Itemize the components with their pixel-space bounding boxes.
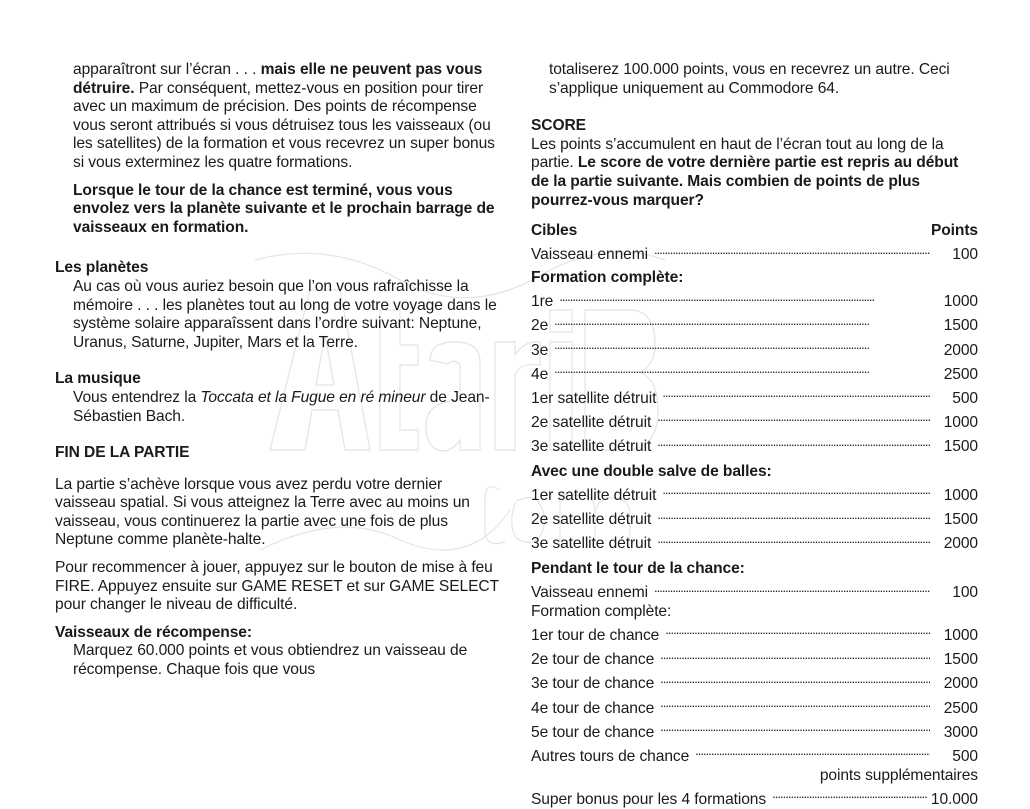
- score-row: [531, 742, 978, 766]
- row-value: 100: [952, 246, 978, 264]
- score-row: [531, 336, 978, 360]
- score-row: [531, 241, 978, 265]
- planets-heading: Les planètes: [55, 259, 149, 277]
- dot-leader: [660, 718, 930, 737]
- row-label: 2e satellite détruit: [531, 414, 652, 432]
- intro-text-cont: Par conséquent, mettez-vous en position pour tirer avec un maximum de précision. Des points de récompense vous seront attribués si vous détruisez tous les vaisseaux (ou les satellites) de la formation et vous recevrez un super bonus si vous exterminez les quatre formations.: [73, 79, 495, 171]
- music-body: [55, 389, 505, 426]
- score-row: [531, 506, 978, 530]
- row-label: 3e satellite détruit: [531, 535, 652, 553]
- reward-ships-heading: Vaisseaux de récompense:: [55, 623, 252, 641]
- row-label: 3e: [531, 341, 549, 359]
- score-heading: SCORE: [531, 117, 586, 135]
- score-row: [531, 408, 978, 432]
- row-label: 2e satellite détruit: [531, 511, 652, 529]
- bonus-formation-label: Formation complète:: [531, 602, 672, 620]
- dot-leader: [657, 408, 930, 427]
- row-label: Super bonus pour les 4 formations: [531, 790, 767, 808]
- score-row: [531, 530, 978, 554]
- dot-leader: [662, 481, 930, 500]
- dot-leader: [772, 785, 927, 804]
- row-value: 1500: [943, 317, 978, 335]
- row-label: 4e tour de chance: [531, 699, 655, 717]
- planets-body: Au cas où vous auriez besoin que l’on vous rafraîchisse la mémoire . . . les planètes tout au long de votre voyage dans le système solaire apparaîssent dans l’ordre suivant: Neptune, Uranus, Saturne, Jupiter, Mars et la Terre.: [73, 277, 497, 351]
- score-row: [531, 621, 978, 645]
- dot-leader: [660, 646, 930, 665]
- col-targets-header: Cibles: [531, 222, 578, 240]
- row-value: 10.000: [930, 790, 978, 808]
- score-row: [531, 646, 978, 670]
- extra-points-note: points supplémentaires: [819, 766, 978, 784]
- row-label: 1re: [531, 293, 554, 311]
- dot-leader: [660, 694, 930, 713]
- intro-paragraph: [55, 61, 505, 173]
- row-label: 3e satellite détruit: [531, 438, 652, 456]
- reward-ships-body: Marquez 60.000 points et vous obtiendrez un vaisseau de récompense. Chaque fois que vous: [73, 642, 468, 679]
- score-row: [531, 670, 978, 694]
- row-value: 3000: [943, 723, 978, 741]
- col-points-header: Points: [930, 222, 978, 240]
- row-value: 1000: [943, 293, 978, 311]
- score-row: [531, 433, 978, 457]
- row-label: 5e tour de chance: [531, 723, 655, 741]
- score-row: [531, 694, 978, 718]
- row-label: 2e: [531, 317, 549, 335]
- dot-leader: [559, 288, 930, 307]
- double-salvo-heading: Avec une double salve de balles:: [531, 462, 772, 480]
- row-value: 1000: [943, 414, 978, 432]
- score-intro-text: Les points s’accumulent en haut de l’écran tout au long de la partie.: [531, 135, 944, 172]
- planets-section: [55, 259, 505, 352]
- music-body-suffix: de Jean-Sébastien Bach.: [73, 388, 490, 425]
- score-row: [531, 360, 978, 384]
- music-section: [55, 370, 505, 426]
- row-value: 2500: [943, 365, 978, 383]
- score-row: [531, 384, 978, 408]
- reward-ships-continued: totaliserez 100.000 points, vous en recevrez un autre. Ceci s’applique uniquement au Commodore 64.: [549, 61, 950, 97]
- row-value: 500: [952, 389, 978, 407]
- formation-heading: Formation complète:: [531, 268, 684, 286]
- score-row: [531, 579, 978, 603]
- score-intro-bold: Le score de votre dernière partie est repris au début de la partie suivante. Mais combien de points de plus pourrez-vous marquer?: [531, 154, 959, 209]
- dot-leader: [695, 742, 930, 761]
- row-label: 1er satellite détruit: [531, 487, 657, 505]
- row-label: 1er satellite détruit: [531, 389, 657, 407]
- row-value: 100: [952, 584, 978, 602]
- score-section: [531, 117, 978, 210]
- row-label: 1er tour de chance: [531, 626, 660, 644]
- score-table: [531, 222, 978, 809]
- intro-bold-text: mais elle ne peuvent pas vous détruire.: [73, 61, 483, 97]
- row-value: 1500: [943, 438, 978, 456]
- row-label: Vaisseau ennemi: [531, 246, 648, 264]
- game-over-heading: FIN DE LA PARTIE: [55, 444, 190, 462]
- row-label: 4e: [531, 365, 549, 383]
- bonus-round-heading: Pendant le tour de la chance:: [531, 560, 745, 577]
- row-value: 2000: [943, 535, 978, 553]
- left-column: [55, 61, 505, 680]
- row-value: 500: [952, 747, 978, 765]
- music-title: Toccata et la Fugue en ré mineur: [200, 388, 426, 406]
- intro-text: apparaîtront sur l’écran . . .: [73, 61, 261, 78]
- dot-leader: [554, 360, 930, 379]
- score-row: [531, 288, 978, 312]
- dot-leader: [657, 530, 930, 549]
- dot-leader: [660, 670, 930, 689]
- row-label: Vaisseau ennemi: [531, 584, 648, 602]
- dot-leader: [657, 506, 930, 525]
- super-bonus-row: [531, 785, 978, 809]
- row-label: Autres tours de chance: [531, 747, 690, 765]
- score-intro: [531, 136, 978, 210]
- row-value: 1000: [943, 626, 978, 644]
- game-over-para2: Pour recommencer à jouer, appuyez sur le bouton de mise à feu FIRE. Appuyez ensuite sur GAME RESET et sur GAME SELECT pour changer le niveau de difficulté.: [55, 559, 499, 614]
- dot-leader: [554, 336, 930, 355]
- row-value: 1500: [943, 511, 978, 529]
- reward-ships-section: [55, 624, 505, 680]
- music-heading: La musique: [55, 370, 141, 388]
- bonus-round-end-paragraph: Lorsque le tour de la chance est terminé, vous vous envolez vers la planète suivante et le prochain barrage de vaisseaux en formation.: [73, 181, 495, 236]
- dot-leader: [554, 312, 930, 331]
- row-value: 1000: [943, 487, 978, 505]
- dot-leader: [654, 241, 930, 260]
- row-label: 2e tour de chance: [531, 651, 655, 669]
- game-over-section: [55, 444, 505, 615]
- score-row: [531, 312, 978, 336]
- score-table-header: [531, 222, 978, 241]
- dot-leader: [657, 433, 930, 452]
- row-value: 2500: [943, 699, 978, 717]
- score-row: [531, 481, 978, 505]
- right-column: [531, 61, 978, 809]
- dot-leader: [662, 384, 930, 403]
- row-label: 3e tour de chance: [531, 675, 655, 693]
- row-value: 1500: [943, 651, 978, 669]
- game-over-para1: La partie s’achève lorsque vous avez perdu votre dernier vaisseau spatial. Si vous atteignez la Terre avec au moins un vaisseau, vous continuerez la partie avec une fois de plus Neptune comme planète-halte.: [55, 475, 470, 549]
- row-value: 2000: [943, 675, 978, 693]
- score-row: [531, 718, 978, 742]
- dot-leader: [665, 621, 930, 640]
- music-body-prefix: Vous entendrez la: [73, 388, 201, 406]
- row-value: 2000: [943, 341, 978, 359]
- dot-leader: [654, 579, 930, 598]
